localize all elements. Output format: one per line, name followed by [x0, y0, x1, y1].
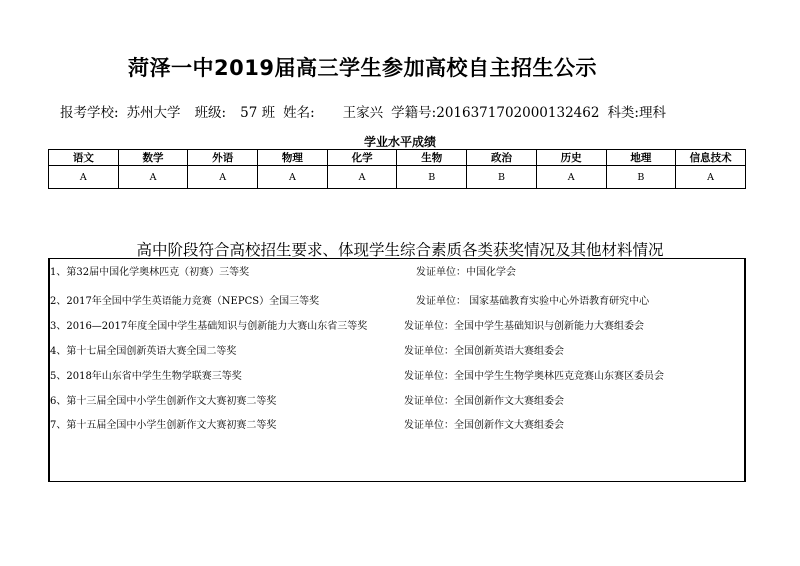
name-label: 姓名:	[283, 105, 315, 121]
student-id-value: 2016371702000132462	[436, 105, 600, 121]
grade-cell: A	[118, 166, 188, 189]
student-id-label: 学籍号:	[391, 105, 437, 121]
award-issuer: 发证单位： 国家基础教育实验中心外语教育研究中心	[416, 296, 650, 307]
award-issuer: 发证单位：中国化学会	[416, 267, 516, 278]
page-title: 菏泽一中2019届高三学生参加高校自主招生公示	[128, 56, 597, 80]
award-name: 1、第32届中国化学奥林匹克（初赛）三等奖	[50, 267, 250, 278]
grade-cell: A	[676, 166, 746, 189]
subject-header: 生物	[397, 150, 467, 166]
subject-header-row	[49, 150, 746, 166]
grade-cell: A	[258, 166, 328, 189]
class-label: 班级:	[194, 105, 227, 121]
academic-section-title: 学业水平成绩	[363, 135, 436, 149]
award-name: 3、2016—2017年度全国中学生基础知识与创新能力大赛山东省三等奖	[50, 321, 368, 332]
subject-header: 地理	[606, 150, 676, 166]
award-issuer: 发证单位：全国中学生生物学奥林匹克竞赛山东赛区委员会	[404, 371, 664, 382]
award-issuer: 发证单位：全国创新作文大赛组委会	[404, 396, 564, 407]
subject-header: 信息技术	[676, 150, 746, 166]
award-name: 7、第十五届全国中小学生创新作文大赛初赛二等奖	[50, 420, 277, 431]
school-value: 苏州大学	[126, 105, 181, 121]
subject-header: 历史	[536, 150, 606, 166]
grade-cell: A	[327, 166, 397, 189]
school-label: 报考学校:	[60, 105, 119, 121]
award-issuer: 发证单位：全国创新作文大赛组委会	[404, 420, 564, 431]
grade-cell: A	[536, 166, 606, 189]
name-value: 王家兴	[342, 105, 384, 121]
category-label: 科类:	[607, 105, 639, 121]
class-value: 57 班	[240, 105, 276, 121]
grade-cell: B	[397, 166, 467, 189]
award-name: 6、第十三届全国中小学生创新作文大赛初赛二等奖	[50, 396, 277, 407]
student-info-line	[60, 101, 760, 121]
subject-header: 外语	[188, 150, 258, 166]
award-name: 4、第十七届全国创新英语大赛全国二等奖	[50, 346, 237, 357]
subject-header: 物理	[258, 150, 328, 166]
award-issuer: 发证单位：全国创新英语大赛组委会	[404, 346, 564, 357]
grade-cell: A	[188, 166, 258, 189]
category-value: 理科	[639, 105, 666, 121]
award-name: 5、2018年山东省中学生生物学联赛三等奖	[50, 371, 242, 382]
grade-cell: B	[467, 166, 537, 189]
grade-cell: A	[49, 166, 119, 189]
grade-cell: B	[606, 166, 676, 189]
subject-header: 语文	[49, 150, 119, 166]
grade-row	[49, 166, 746, 189]
subject-header: 数学	[118, 150, 188, 166]
awards-section-title: 高中阶段符合高校招生要求、体现学生综合素质各类获奖情况及其他材料情况	[136, 241, 664, 259]
subject-header: 政治	[467, 150, 537, 166]
subject-header: 化学	[327, 150, 397, 166]
award-issuer: 发证单位：全国中学生基础知识与创新能力大赛组委会	[404, 321, 644, 332]
award-name: 2、2017年全国中学生英语能力竞赛（NEPCS）全国三等奖	[50, 296, 320, 307]
academic-grades-table	[48, 149, 746, 189]
